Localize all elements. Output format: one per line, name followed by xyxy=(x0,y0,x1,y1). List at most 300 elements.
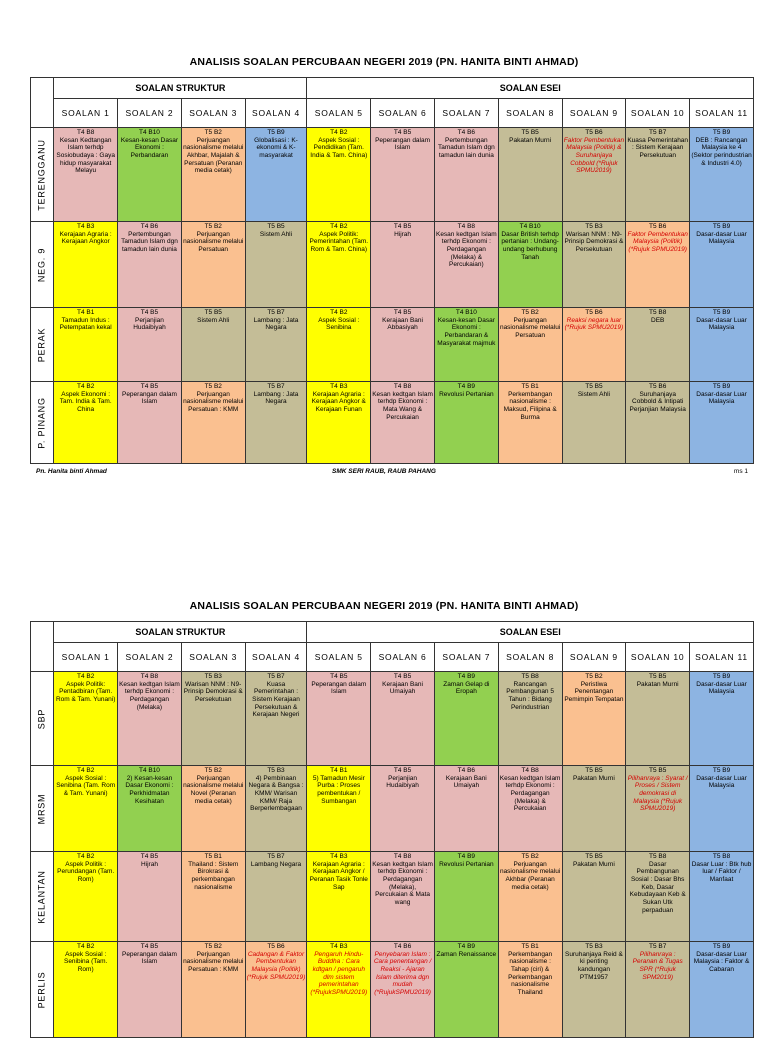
column-header: SOALAN 4 xyxy=(245,99,307,128)
topic-text: Perjuangan nasionalisme melalui Akhbar, Majalah & Persatuan (Peranan media cetak) xyxy=(183,136,244,175)
topic-text: Kesan kedtgan Islam terhdp Ekonomi : Perdagangan (Melaka) & Percukaian xyxy=(499,774,561,813)
table-cell xyxy=(371,942,435,1038)
topic-text: Pakatan Murni xyxy=(636,680,679,688)
topic-code: T4 B5 xyxy=(140,853,159,860)
topic-text: Dasar-dasar Luar Malaysia xyxy=(696,316,747,332)
table-cell xyxy=(626,222,690,308)
topic-code: T4 B8 xyxy=(140,673,159,680)
topic-text: Kesan kedtgan Islam terhdp Ekonomi : Mata Wang & Percukaian xyxy=(372,390,433,421)
topic-code: T4 B9 xyxy=(457,673,476,680)
topic-code: T5 B1 xyxy=(521,383,539,390)
state-label xyxy=(31,222,54,308)
state-label-text: P. PINANG xyxy=(36,396,47,449)
table-cell xyxy=(307,128,371,222)
table-cell xyxy=(307,382,371,464)
table-cell xyxy=(118,382,182,464)
table-row xyxy=(31,308,754,382)
topic-code: T5 B7 xyxy=(267,383,285,390)
topic-text: Pilihanraya : Syarat / Proses / Sistem demokrasi di Malaysia (*Rujuk SPMU2019) xyxy=(627,774,688,813)
table-cell xyxy=(562,942,626,1038)
topic-text: Aspek Politik: Pentadbiran (Tam. Rom & Tam. Yunani) xyxy=(55,680,116,703)
column-header: SOALAN 7 xyxy=(434,643,498,672)
table-cell xyxy=(498,942,562,1038)
column-header: SOALAN 2 xyxy=(118,99,182,128)
table-cell xyxy=(371,852,435,942)
topic-text: Reaksi negara luar (*Rujuk SPMU2019) xyxy=(564,316,624,332)
table-cell xyxy=(181,128,245,222)
topic-text: Perjuangan nasionalisme melalui Persatuan : KMM xyxy=(183,390,244,413)
column-header: SOALAN 1 xyxy=(54,643,118,672)
topic-text: Kerajaan Bani Umaiyah xyxy=(445,774,487,790)
table-cell xyxy=(434,852,498,942)
state-label xyxy=(31,308,54,382)
table-cell xyxy=(434,308,498,382)
table-row xyxy=(31,128,754,222)
topic-code: T4 B5 xyxy=(140,383,159,390)
corner-cell xyxy=(31,622,54,672)
column-header: SOALAN 6 xyxy=(371,99,435,128)
topic-text: Pakatan Murni xyxy=(572,860,615,868)
group-struktur-header: SOALAN STRUKTUR xyxy=(54,622,307,643)
topic-code: T4 B6 xyxy=(140,223,159,230)
topic-text: Penyebaran Islam : Cara penentangan / Reaksi - Ajaran Islam diterima dgn mudah (*RujukSPMU2019) xyxy=(373,950,432,996)
topic-code: T4 B2 xyxy=(77,767,95,774)
topic-code: T5 B7 xyxy=(267,309,285,316)
table-cell xyxy=(245,942,307,1038)
table-cell xyxy=(690,852,754,942)
topic-text: Perjuangan nasionalisme melalui Persatuan : KMM xyxy=(183,950,244,973)
topic-text: Aspek Ekonomi : Tam. India & Tam. China xyxy=(59,390,112,413)
topic-text: Pertembungan Tamadun Islam dgn tamadun lain dunia xyxy=(437,136,495,159)
topic-text: Perkembangan nasionalisme : Maksud, Filipina & Burma xyxy=(503,390,557,421)
analysis-table xyxy=(30,77,754,464)
table-cell xyxy=(307,766,371,852)
topic-code: T5 B8 xyxy=(521,673,539,680)
topic-code: T4 B1 xyxy=(330,767,348,774)
group-struktur-header: SOALAN STRUKTUR xyxy=(54,78,307,99)
topic-text: Perkembangan nasionalisme : Tahap (ciri) & Perkembangan nasionalisme Thailand xyxy=(508,950,553,996)
topic-code: T5 B5 xyxy=(585,853,603,860)
state-label-text: SBP xyxy=(36,708,47,729)
table-cell xyxy=(690,308,754,382)
topic-code: T5 B2 xyxy=(204,129,222,136)
table-cell xyxy=(434,222,498,308)
table-row xyxy=(31,942,754,1038)
table-cell xyxy=(54,382,118,464)
table-cell xyxy=(371,222,435,308)
table-cell xyxy=(626,766,690,852)
topic-code: T5 B3 xyxy=(267,767,285,774)
page-1 xyxy=(0,0,768,480)
table-cell xyxy=(54,222,118,308)
topic-text: Thailand : Sistem Birokrasi & perkembangan nasionalisme xyxy=(188,860,239,891)
column-header: SOALAN 11 xyxy=(690,643,754,672)
table-cell xyxy=(307,308,371,382)
topic-code: T4 B6 xyxy=(393,943,412,950)
table-row xyxy=(31,382,754,464)
table-cell xyxy=(245,852,307,942)
topic-text: Pengaruh Hindu-Buddha : Cara kdtgan / pengaruh dlm sistem pemerintahan (*RujukSPMU2019) xyxy=(310,950,368,996)
topic-code: T4 B5 xyxy=(393,309,412,316)
topic-text: Kesan kedtgan Islam terhdp Ekonomi : Perdagangan (Melaka), Percukaian & Mata wang xyxy=(372,860,433,906)
topic-code: T5 B5 xyxy=(649,673,667,680)
table-cell xyxy=(690,942,754,1038)
state-label-text: NEG. 9 xyxy=(36,247,47,282)
topic-text: Peperangan dalam Islam xyxy=(121,390,177,406)
topic-text: DEB xyxy=(651,316,665,324)
topic-code: T4 B5 xyxy=(330,673,348,680)
table-cell xyxy=(690,766,754,852)
topic-text: Perjuangan nasionalisme melalui Persatuan xyxy=(499,316,561,339)
topic-code: T5 B5 xyxy=(585,383,603,390)
topic-code: T5 B6 xyxy=(267,943,285,950)
group-header-row xyxy=(31,78,754,99)
topic-code: T4 B2 xyxy=(330,309,348,316)
state-label-text: PERLIS xyxy=(36,971,47,1008)
topic-code: T5 B6 xyxy=(649,383,667,390)
topic-code: T5 B3 xyxy=(585,943,603,950)
topic-code: T5 B7 xyxy=(267,853,285,860)
topic-text: Zaman Renaissance xyxy=(436,950,497,958)
page-title: ANALISIS SOALAN PERCUBAAN NEGERI 2019 (PN. HANITA BINTI AHMAD) xyxy=(189,600,579,612)
topic-text: Globalisasi : K-ekonomi & K-masyarakat xyxy=(254,136,298,159)
topic-code: T5 B2 xyxy=(521,853,539,860)
topic-code: T4 B5 xyxy=(393,129,412,136)
topic-text: Warisan NNM : N9- Prinsip Demokrasi & Persekutuan xyxy=(183,680,243,703)
table-cell xyxy=(434,128,498,222)
topic-code: T5 B1 xyxy=(521,943,539,950)
column-header: SOALAN 1 xyxy=(54,99,118,128)
topic-text: Dasar British terhdp pertanian : Undang-undang berhubung Tanah xyxy=(501,230,559,261)
table-cell xyxy=(562,766,626,852)
topic-code: T4 B10 xyxy=(138,129,160,136)
topic-text: Dasar-dasar Luar Malaysia xyxy=(696,774,747,790)
topic-text: Sistem Ahli xyxy=(577,390,610,398)
topic-code: T5 B2 xyxy=(204,223,222,230)
topic-code: T4 B9 xyxy=(457,383,476,390)
table-cell xyxy=(498,308,562,382)
topic-code: T4 B10 xyxy=(519,223,541,230)
table-cell xyxy=(307,222,371,308)
footer-author: Pn. Hanita binti Ahmad xyxy=(36,468,107,475)
table-cell xyxy=(626,852,690,942)
topic-text: Lambang Negara xyxy=(250,860,302,868)
column-header: SOALAN 7 xyxy=(434,99,498,128)
topic-code: T4 B5 xyxy=(393,223,412,230)
table-cell xyxy=(498,128,562,222)
topic-text: Dasar-dasar Luar Malaysia : Faktor & Cabaran xyxy=(693,950,750,973)
table-cell xyxy=(245,222,307,308)
table-cell xyxy=(562,222,626,308)
state-label-text: MRSM xyxy=(36,793,47,824)
topic-code: T5 B9 xyxy=(712,309,731,316)
page-title: ANALISIS SOALAN PERCUBAAN NEGERI 2019 (PN. HANITA BINTI AHMAD) xyxy=(189,56,579,68)
topic-code: T4 B6 xyxy=(457,767,476,774)
topic-text: Tamadun Indus : Petempatan kekal xyxy=(59,316,112,332)
state-label-text: TERENGGANU xyxy=(36,138,47,211)
table-cell xyxy=(498,766,562,852)
topic-text: Dasar Luar : Btk hub luar / Faktor / Manfaat xyxy=(691,860,752,883)
group-header-row xyxy=(31,622,754,643)
table-cell xyxy=(54,766,118,852)
topic-code: T5 B5 xyxy=(585,767,603,774)
table-cell xyxy=(118,128,182,222)
topic-code: T5 B8 xyxy=(649,309,667,316)
table-cell xyxy=(307,852,371,942)
topic-code: T5 B2 xyxy=(204,943,222,950)
topic-text: Aspek Politik : Perundangan (Tam. Rom) xyxy=(57,860,115,883)
topic-code: T5 B9 xyxy=(712,129,731,136)
topic-text: Kesan kedtgan Islam terhdp Ekonomi : Perdagangan (Melaka) xyxy=(119,680,180,711)
topic-code: T5 B9 xyxy=(712,943,731,950)
topic-code: T5 B3 xyxy=(585,223,603,230)
table-cell xyxy=(690,222,754,308)
topic-code: T4 B5 xyxy=(393,767,412,774)
topic-code: T4 B2 xyxy=(77,673,95,680)
topic-code: T4 B2 xyxy=(77,853,95,860)
topic-text: Pakatan Murni xyxy=(509,136,552,144)
table-cell xyxy=(245,128,307,222)
table-cell xyxy=(54,308,118,382)
topic-text: Perjuangan nasionalisme melalui Persatuan xyxy=(183,230,244,253)
topic-text: Perjuangan nasionalisme melalui Akhbar (Peranan media cetak) xyxy=(499,860,561,891)
topic-code: T4 B9 xyxy=(457,943,476,950)
table-row xyxy=(31,852,754,942)
topic-code: T5 B9 xyxy=(712,673,731,680)
column-header: SOALAN 11 xyxy=(690,99,754,128)
topic-text: 2) Kesan-kesan Dasar Ekonomi : Perkhidmatan Kesihatan xyxy=(125,774,174,805)
topic-text: Peperangan dalam Islam xyxy=(121,950,177,966)
topic-code: T5 B2 xyxy=(521,309,539,316)
topic-text: Sistem Ahli xyxy=(259,230,293,238)
topic-text: Pertembungan Tamadun Islam dgn tamadun lain dunia xyxy=(121,230,178,253)
topic-text: Aspek Sosial : Senibina xyxy=(318,316,360,332)
topic-text: Cadangan & Faktor Pembentukan Malaysia (Politik) (*Rujuk SPMU2019) xyxy=(246,950,306,981)
column-header: SOALAN 9 xyxy=(562,99,626,128)
table-cell xyxy=(118,308,182,382)
topic-code: T4 B1 xyxy=(77,309,95,316)
topic-text: Perjanjian Hudaibiyah xyxy=(133,316,166,332)
topic-code: T4 B2 xyxy=(330,129,348,136)
table-row xyxy=(31,222,754,308)
table-cell xyxy=(54,128,118,222)
group-esei-header: SOALAN ESEI xyxy=(307,622,754,643)
topic-text: Kuasa Pemerintahan : Sistem Kerajaan Persekutuan xyxy=(627,136,689,159)
table-cell xyxy=(498,222,562,308)
topic-code: T4 B8 xyxy=(457,223,476,230)
topic-code: T4 B6 xyxy=(457,129,476,136)
topic-code: T5 B7 xyxy=(267,673,285,680)
topic-code: T4 B8 xyxy=(521,767,539,774)
topic-text: Kesan-kesan Dasar Ekonomi : Perbandaran xyxy=(120,136,178,159)
topic-text: Pakatan Murni xyxy=(572,774,615,782)
column-header: SOALAN 4 xyxy=(245,643,307,672)
table-cell xyxy=(562,672,626,766)
column-header-row xyxy=(31,99,754,128)
topic-text: DEB : Rancangan Malaysia ke 4 (Sektor perindustrian & Industri 4.0) xyxy=(691,136,752,167)
topic-text: Sistem Ahli xyxy=(197,316,230,324)
topic-text: Kerajaan Bani Umaiyah xyxy=(382,680,423,696)
table-cell xyxy=(434,672,498,766)
table-cell xyxy=(118,852,182,942)
table-cell xyxy=(118,942,182,1038)
analysis-table xyxy=(30,621,754,1038)
state-label xyxy=(31,766,54,852)
topic-text: Aspek Sosial : Senibina (Tam. Rom & Tam. Yunani) xyxy=(56,774,116,797)
topic-code: T4 B5 xyxy=(393,673,412,680)
state-label xyxy=(31,128,54,222)
table-cell xyxy=(371,382,435,464)
table-cell xyxy=(371,308,435,382)
topic-text: Perjanjian Hudaibiyah xyxy=(386,774,419,790)
topic-code: T5 B2 xyxy=(204,383,222,390)
topic-text: Revolusi Pertanian xyxy=(439,860,494,868)
topic-text: Peperangan dalam Islam xyxy=(311,680,367,696)
corner-cell xyxy=(31,78,54,128)
footer-page-number: ms 1 xyxy=(733,468,748,475)
table-cell xyxy=(498,852,562,942)
table-cell xyxy=(181,308,245,382)
page-2 xyxy=(0,544,768,1024)
topic-text: Faktor Pembentukan Malaysia (Politik) & Suruhanjaya Cobbold (*Rujuk SPMU2019) xyxy=(563,136,625,175)
state-label-text: KELANTAN xyxy=(36,869,47,924)
table-cell xyxy=(181,382,245,464)
table-cell xyxy=(54,942,118,1038)
table-cell xyxy=(562,382,626,464)
column-header: SOALAN 8 xyxy=(498,99,562,128)
topic-code: T5 B2 xyxy=(204,767,222,774)
column-header: SOALAN 3 xyxy=(181,99,245,128)
topic-code: T5 B6 xyxy=(585,309,603,316)
topic-text: Kesan-kesan Dasar Ekonomi : Perbandaran & Masyarakat majmuk xyxy=(437,316,496,347)
topic-code: T4 B10 xyxy=(138,767,160,774)
topic-code: T5 B7 xyxy=(649,943,667,950)
table-cell xyxy=(118,672,182,766)
table-row xyxy=(31,766,754,852)
topic-text: Kesan Kedtangan Islam terhdp Sosiobudaya : Gaya hidup masyarakat Melayu xyxy=(56,136,115,175)
column-header: SOALAN 5 xyxy=(307,99,371,128)
topic-code: T4 B3 xyxy=(77,223,95,230)
column-header: SOALAN 8 xyxy=(498,643,562,672)
table-cell xyxy=(307,942,371,1038)
topic-text: Kesan kedtgan Islam terhdp Ekonomi : Perdagangan (Melaka) & Percukaian) xyxy=(435,230,497,269)
topic-code: T4 B2 xyxy=(330,223,348,230)
table-cell xyxy=(371,128,435,222)
topic-text: Zaman Gelap di Eropah xyxy=(443,680,490,696)
topic-code: T4 B8 xyxy=(393,383,412,390)
topic-text: Hijrah xyxy=(140,860,158,868)
topic-code: T4 B5 xyxy=(140,943,159,950)
topic-text: Rancangan Pembangunan 5 Tahun : Bidang Perindustrian xyxy=(506,680,554,711)
topic-text: Aspek Sosial : Pendidikan (Tam. India & Tam. China) xyxy=(310,136,368,159)
topic-code: T5 B8 xyxy=(649,853,667,860)
table-cell xyxy=(434,766,498,852)
table-cell xyxy=(562,128,626,222)
topic-code: T5 B9 xyxy=(267,129,285,136)
topic-text: Lambang : Jata Negara xyxy=(253,316,299,332)
table-cell xyxy=(245,766,307,852)
topic-text: Suruhanjaya Reid & ki penting kandungan PTM1957 xyxy=(564,950,623,981)
footer-school: SMK SERI RAUB, RAUB PAHANG xyxy=(332,468,436,475)
table-cell xyxy=(498,672,562,766)
column-header: SOALAN 3 xyxy=(181,643,245,672)
table-cell xyxy=(562,308,626,382)
table-cell xyxy=(181,672,245,766)
table-cell xyxy=(690,672,754,766)
topic-code: T4 B2 xyxy=(77,383,95,390)
topic-code: T5 B6 xyxy=(585,129,603,136)
topic-text: Peperangan dalam Islam xyxy=(375,136,431,152)
topic-text: Hijrah xyxy=(394,230,412,238)
topic-code: T5 B7 xyxy=(649,129,667,136)
column-header: SOALAN 5 xyxy=(307,643,371,672)
table-cell xyxy=(371,672,435,766)
topic-text: Kerajaan Bani Abbasiyah xyxy=(382,316,423,332)
topic-code: T4 B9 xyxy=(457,853,476,860)
table-cell xyxy=(626,672,690,766)
column-header: SOALAN 10 xyxy=(626,99,690,128)
column-header-row xyxy=(31,643,754,672)
table-cell xyxy=(118,766,182,852)
topic-code: T5 B2 xyxy=(585,673,603,680)
topic-text: Aspek Sosial : Senibina (Tam. Rom) xyxy=(63,950,108,973)
table-row xyxy=(31,672,754,766)
table-cell xyxy=(498,382,562,464)
table-cell xyxy=(626,308,690,382)
table-cell xyxy=(626,128,690,222)
topic-text: Dasar-dasar Luar Malaysia xyxy=(696,680,747,696)
table-cell xyxy=(245,308,307,382)
topic-code: T5 B5 xyxy=(649,767,667,774)
topic-code: T4 B3 xyxy=(330,943,348,950)
topic-text: Dasar-dasar Luar Malaysia xyxy=(696,230,747,246)
topic-text: Kerajaan Agraria : Kerajaan Angkor & Kerajaan Funan xyxy=(311,390,366,413)
topic-code: T4 B5 xyxy=(140,309,159,316)
table-cell xyxy=(181,852,245,942)
state-label xyxy=(31,672,54,766)
topic-text: Kerajaan Agraria : Kerajaan Angkor xyxy=(59,230,112,246)
topic-code: T5 B8 xyxy=(712,853,731,860)
topic-code: T5 B5 xyxy=(204,309,222,316)
topic-code: T4 B8 xyxy=(393,853,412,860)
topic-code: T5 B9 xyxy=(712,223,731,230)
table-cell xyxy=(181,222,245,308)
state-label xyxy=(31,852,54,942)
table-cell xyxy=(118,222,182,308)
table-cell xyxy=(54,672,118,766)
topic-text: 5) Tamadun Mesir Purba : Proses pembentukan / Sumbangan xyxy=(312,774,365,805)
topic-text: Perjuangan nasionalisme melalui Novel (Peranan media cetak) xyxy=(183,774,244,805)
state-label-text: PERAK xyxy=(36,327,47,362)
table-cell xyxy=(434,942,498,1038)
topic-text: Warisan NNM : N9- Prinsip Demokrasi & Persekutuan xyxy=(564,230,624,253)
table-cell xyxy=(181,942,245,1038)
table-cell xyxy=(371,766,435,852)
topic-code: T4 B3 xyxy=(330,853,348,860)
topic-text: Suruhanjaya Cobbold & Intipati Perjanjian Malaysia xyxy=(629,390,686,413)
topic-text: Lambang : Jata Negara xyxy=(253,390,299,406)
table-cell xyxy=(690,128,754,222)
table-cell xyxy=(626,942,690,1038)
state-label xyxy=(31,942,54,1038)
topic-code: T4 B3 xyxy=(330,383,348,390)
table-cell xyxy=(245,672,307,766)
topic-code: T4 B10 xyxy=(455,309,477,316)
topic-text: Pilihanraya : Peranan & Tugas SPR (*Rujuk SPM2019) xyxy=(632,950,683,981)
topic-code: T4 B2 xyxy=(77,943,95,950)
column-header: SOALAN 9 xyxy=(562,643,626,672)
table-cell xyxy=(54,852,118,942)
